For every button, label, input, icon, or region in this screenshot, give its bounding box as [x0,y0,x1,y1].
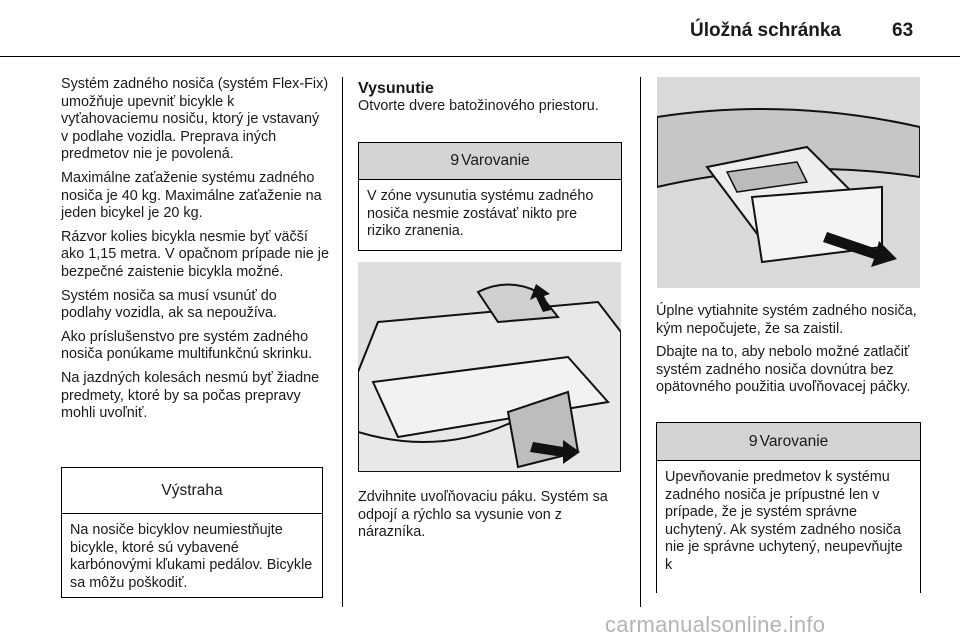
warning-header [359,143,621,180]
page-title: Úložná schránka [690,20,841,41]
page-number: 63 [892,20,914,41]
warning-icon: 9 [748,433,758,450]
paragraph: Otvorte dvere batožinového priestoru. [358,98,599,114]
carrier-illustration [657,77,920,288]
paragraph: Na jazdných kolesách nesmú byť žiadne predmety, ktoré by sa počas prepravy mohli uvoľniť. [61,369,320,422]
trunk-illustration [358,262,621,472]
header-rule [0,56,960,57]
warning-box [656,422,921,593]
section-title: Vysunutie [358,80,434,97]
paragraph: Maximálne zaťaženie systému zadného nosiča je 40 kg. Maximálne zaťaženie na jeden bicykel je 20 kg. [61,169,322,222]
paragraph: Úplne vytiahnite systém zadného nosiča, kým nepočujete, že sa zaistil. [656,303,917,337]
warning-text: Upevňovanie predmetov k systému zadného nosiča je prípustné len v prípade, že je systém správne uchytený. Ak systém zadného nosiča nie je správne uchytený, neupevňujte k [665,469,903,573]
warning-title: Varovanie [461,152,530,169]
paragraph: Dbajte na to, aby nebolo možné zatlačiť systém zadného nosiča dovnútra bez opätovného použitia uvoľňovacej páčky. [656,344,911,396]
paragraph: Systém zadného nosiča (systém Flex-Fix) umožňuje upevniť bicykle k vyťahovaciemu nosiču, ktorý je vstavaný v podlahe vozidla. Preprava iných predmetov nie je povolená. [61,76,329,163]
column-divider [640,77,641,607]
caution-title: Výstraha [62,468,322,514]
caution-text: Na nosiče bicyklov neumiestňujte bicykle, ktoré sú vybavené karbónovými kľukami pedálov. Bicykle sa môžu poškodiť. [70,522,313,591]
warning-box [358,142,622,251]
warning-header [657,423,920,461]
column-right [656,303,924,403]
warning-text: V zóne vysunutia systému zadného nosiča nesmie zostávať nikto pre riziko zranenia. [367,188,594,240]
paragraph: Rázvor kolies bicykla nesmie byť väčší ako 1,15 metra. V opačnom prípade nie je bezpečné zaistenie bicykla možné. [61,228,329,280]
column-middle [358,80,620,116]
paragraph: Systém nosiča sa musí vsunúť do podlahy vozidla, ak sa nepoužíva. [61,287,278,322]
warning-icon: 9 [450,152,460,169]
caution-box [61,467,323,598]
column-divider [342,77,343,607]
paragraph: Ako príslušenstvo pre systém zadného nosiča ponúkame multifunkčnú skrinku. [61,328,313,363]
column-left [61,76,329,429]
image-caption: Zdvihnite uvoľňovaciu páku. Systém sa odpojí a rýchlo sa vysunie von z nárazníka. [358,489,608,541]
watermark: carmanualsonline.info [605,612,826,637]
warning-title: Varovanie [759,433,829,450]
